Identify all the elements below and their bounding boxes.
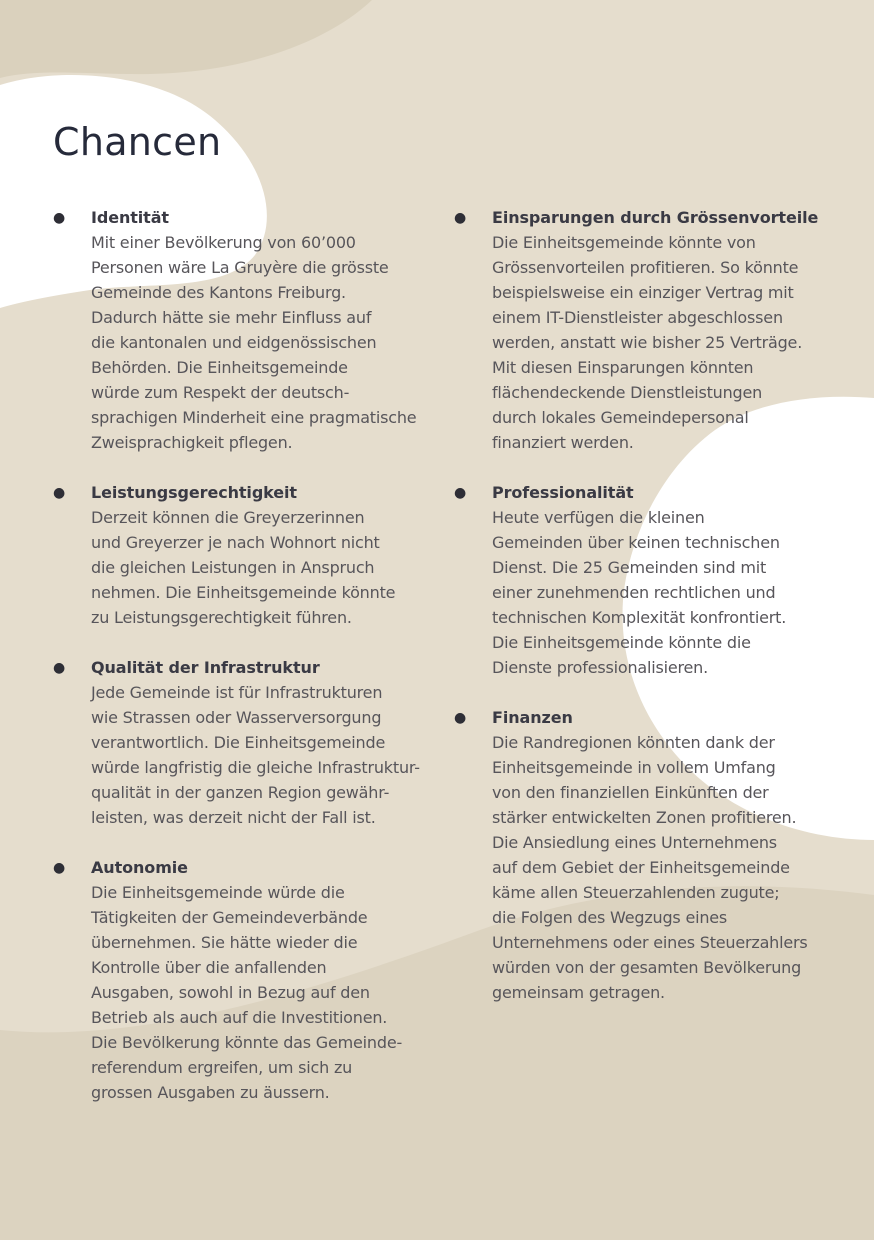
text-line: qualität in der ganzen Region gewähr-	[91, 783, 390, 802]
text-line: Betrieb als auch auf die Investitionen.	[91, 1008, 388, 1027]
text-line: die gleichen Leistungen in Anspruch	[91, 558, 375, 577]
list-item-einsparungen	[454, 205, 834, 455]
item-text	[91, 505, 433, 630]
item-text	[91, 680, 433, 830]
text-line: Dienste professionalisieren.	[492, 658, 709, 677]
text-line: Die Einheitsgemeinde könnte von	[492, 233, 756, 252]
text-line: übernehmen. Sie hätte wieder die	[91, 933, 358, 952]
text-line: sprachigen Minderheit eine pragmatische	[91, 408, 417, 427]
list-item-autonomie	[53, 855, 433, 1105]
text-line: Die Randregionen könnten dank der	[492, 733, 775, 752]
text-line: würden von der gesamten Bevölkerung	[492, 958, 802, 977]
text-line: einer zunehmenden rechtlichen und	[492, 583, 776, 602]
bullet-icon: ●	[53, 485, 66, 501]
page-title: Chancen	[53, 120, 222, 164]
text-line: wie Strassen oder Wasserversorgung	[91, 708, 382, 727]
bullet-icon: ●	[454, 210, 467, 226]
text-line: Heute verfügen die kleinen	[492, 508, 705, 527]
text-line: Grössenvorteilen profitieren. So könnte	[492, 258, 799, 277]
text-line: Ausgaben, sowohl in Bezug auf den	[91, 983, 370, 1002]
text-line: die kantonalen und eidgenössischen	[91, 333, 377, 352]
text-line: zu Leistungsgerechtigkeit führen.	[91, 608, 352, 627]
text-line: Mit diesen Einsparungen könnten	[492, 358, 754, 377]
text-line: Mit einer Bevölkerung von 60’000	[91, 233, 356, 252]
item-text	[492, 730, 834, 1005]
item-title: Qualität der Infrastruktur	[91, 658, 320, 677]
text-line: Die Bevölkerung könnte das Gemeinde-	[91, 1033, 403, 1052]
item-title: Identität	[91, 208, 169, 227]
item-text	[492, 230, 834, 455]
item-text	[492, 505, 834, 680]
text-line: Die Einheitsgemeinde würde die	[91, 883, 345, 902]
item-text	[91, 880, 433, 1105]
text-line: Die Einheitsgemeinde könnte die	[492, 633, 751, 652]
text-line: würde langfristig die gleiche Infrastruktur-	[91, 758, 420, 777]
list-item-identitaet	[53, 205, 433, 455]
text-line: referendum ergreifen, um sich zu	[91, 1058, 353, 1077]
text-line: verantwortlich. Die Einheitsgemeinde	[91, 733, 386, 752]
text-line: Behörden. Die Einheitsgemeinde	[91, 358, 348, 377]
text-line: leisten, was derzeit nicht der Fall ist.	[91, 808, 376, 827]
text-line: würde zum Respekt der deutsch-	[91, 383, 350, 402]
text-line: von den finanziellen Einkünften der	[492, 783, 769, 802]
left-column	[53, 205, 433, 1130]
item-title: Autonomie	[91, 858, 188, 877]
text-line: technischen Komplexität konfrontiert.	[492, 608, 787, 627]
item-title: Einsparungen durch Grössenvorteile	[492, 208, 819, 227]
text-line: durch lokales Gemeindepersonal	[492, 408, 749, 427]
text-line: Gemeinden über keinen technischen	[492, 533, 780, 552]
bullet-icon: ●	[454, 485, 467, 501]
text-line: Gemeinde des Kantons Freiburg.	[91, 283, 346, 302]
list-item-finanzen	[454, 705, 834, 1005]
item-text	[91, 230, 433, 455]
text-line: nehmen. Die Einheitsgemeinde könnte	[91, 583, 396, 602]
text-line: Zweisprachigkeit pflegen.	[91, 433, 293, 452]
text-line: auf dem Gebiet der Einheitsgemeinde	[492, 858, 790, 877]
list-item-leistungsgerechtigkeit	[53, 480, 433, 630]
text-line: käme allen Steuerzahlenden zugute;	[492, 883, 780, 902]
text-line: grossen Ausgaben zu äussern.	[91, 1083, 330, 1102]
text-line: und Greyerzer je nach Wohnort nicht	[91, 533, 380, 552]
list-item-professionalitaet	[454, 480, 834, 680]
text-line: Dienst. Die 25 Gemeinden sind mit	[492, 558, 767, 577]
text-line: Tätigkeiten der Gemeindeverbände	[91, 908, 368, 927]
bullet-icon: ●	[53, 660, 66, 676]
item-title: Leistungsgerechtigkeit	[91, 483, 297, 502]
bullet-icon: ●	[53, 210, 66, 226]
text-line: Dadurch hätte sie mehr Einfluss auf	[91, 308, 372, 327]
text-line: Personen wäre La Gruyère die grösste	[91, 258, 389, 277]
text-line: stärker entwickelten Zonen profitieren.	[492, 808, 797, 827]
right-column	[454, 205, 834, 1030]
text-line: Derzeit können die Greyerzerinnen	[91, 508, 365, 527]
item-title: Finanzen	[492, 708, 573, 727]
text-line: einem IT-Dienstleister abgeschlossen	[492, 308, 783, 327]
text-line: finanziert werden.	[492, 433, 634, 452]
text-line: werden, anstatt wie bisher 25 Verträge.	[492, 333, 803, 352]
text-line: gemeinsam getragen.	[492, 983, 665, 1002]
text-line: Jede Gemeinde ist für Infrastrukturen	[91, 683, 383, 702]
item-title: Professionalität	[492, 483, 634, 502]
list-item-qualitaet-infrastruktur	[53, 655, 433, 830]
text-line: Kontrolle über die anfallenden	[91, 958, 327, 977]
text-line: Unternehmens oder eines Steuerzahlers	[492, 933, 808, 952]
text-line: beispielsweise ein einziger Vertrag mit	[492, 283, 794, 302]
bullet-icon: ●	[454, 710, 467, 726]
text-line: flächendeckende Dienstleistungen	[492, 383, 763, 402]
bullet-icon: ●	[53, 860, 66, 876]
text-line: die Folgen des Wegzugs eines	[492, 908, 728, 927]
text-line: Einheitsgemeinde in vollem Umfang	[492, 758, 776, 777]
text-line: Die Ansiedlung eines Unternehmens	[492, 833, 777, 852]
